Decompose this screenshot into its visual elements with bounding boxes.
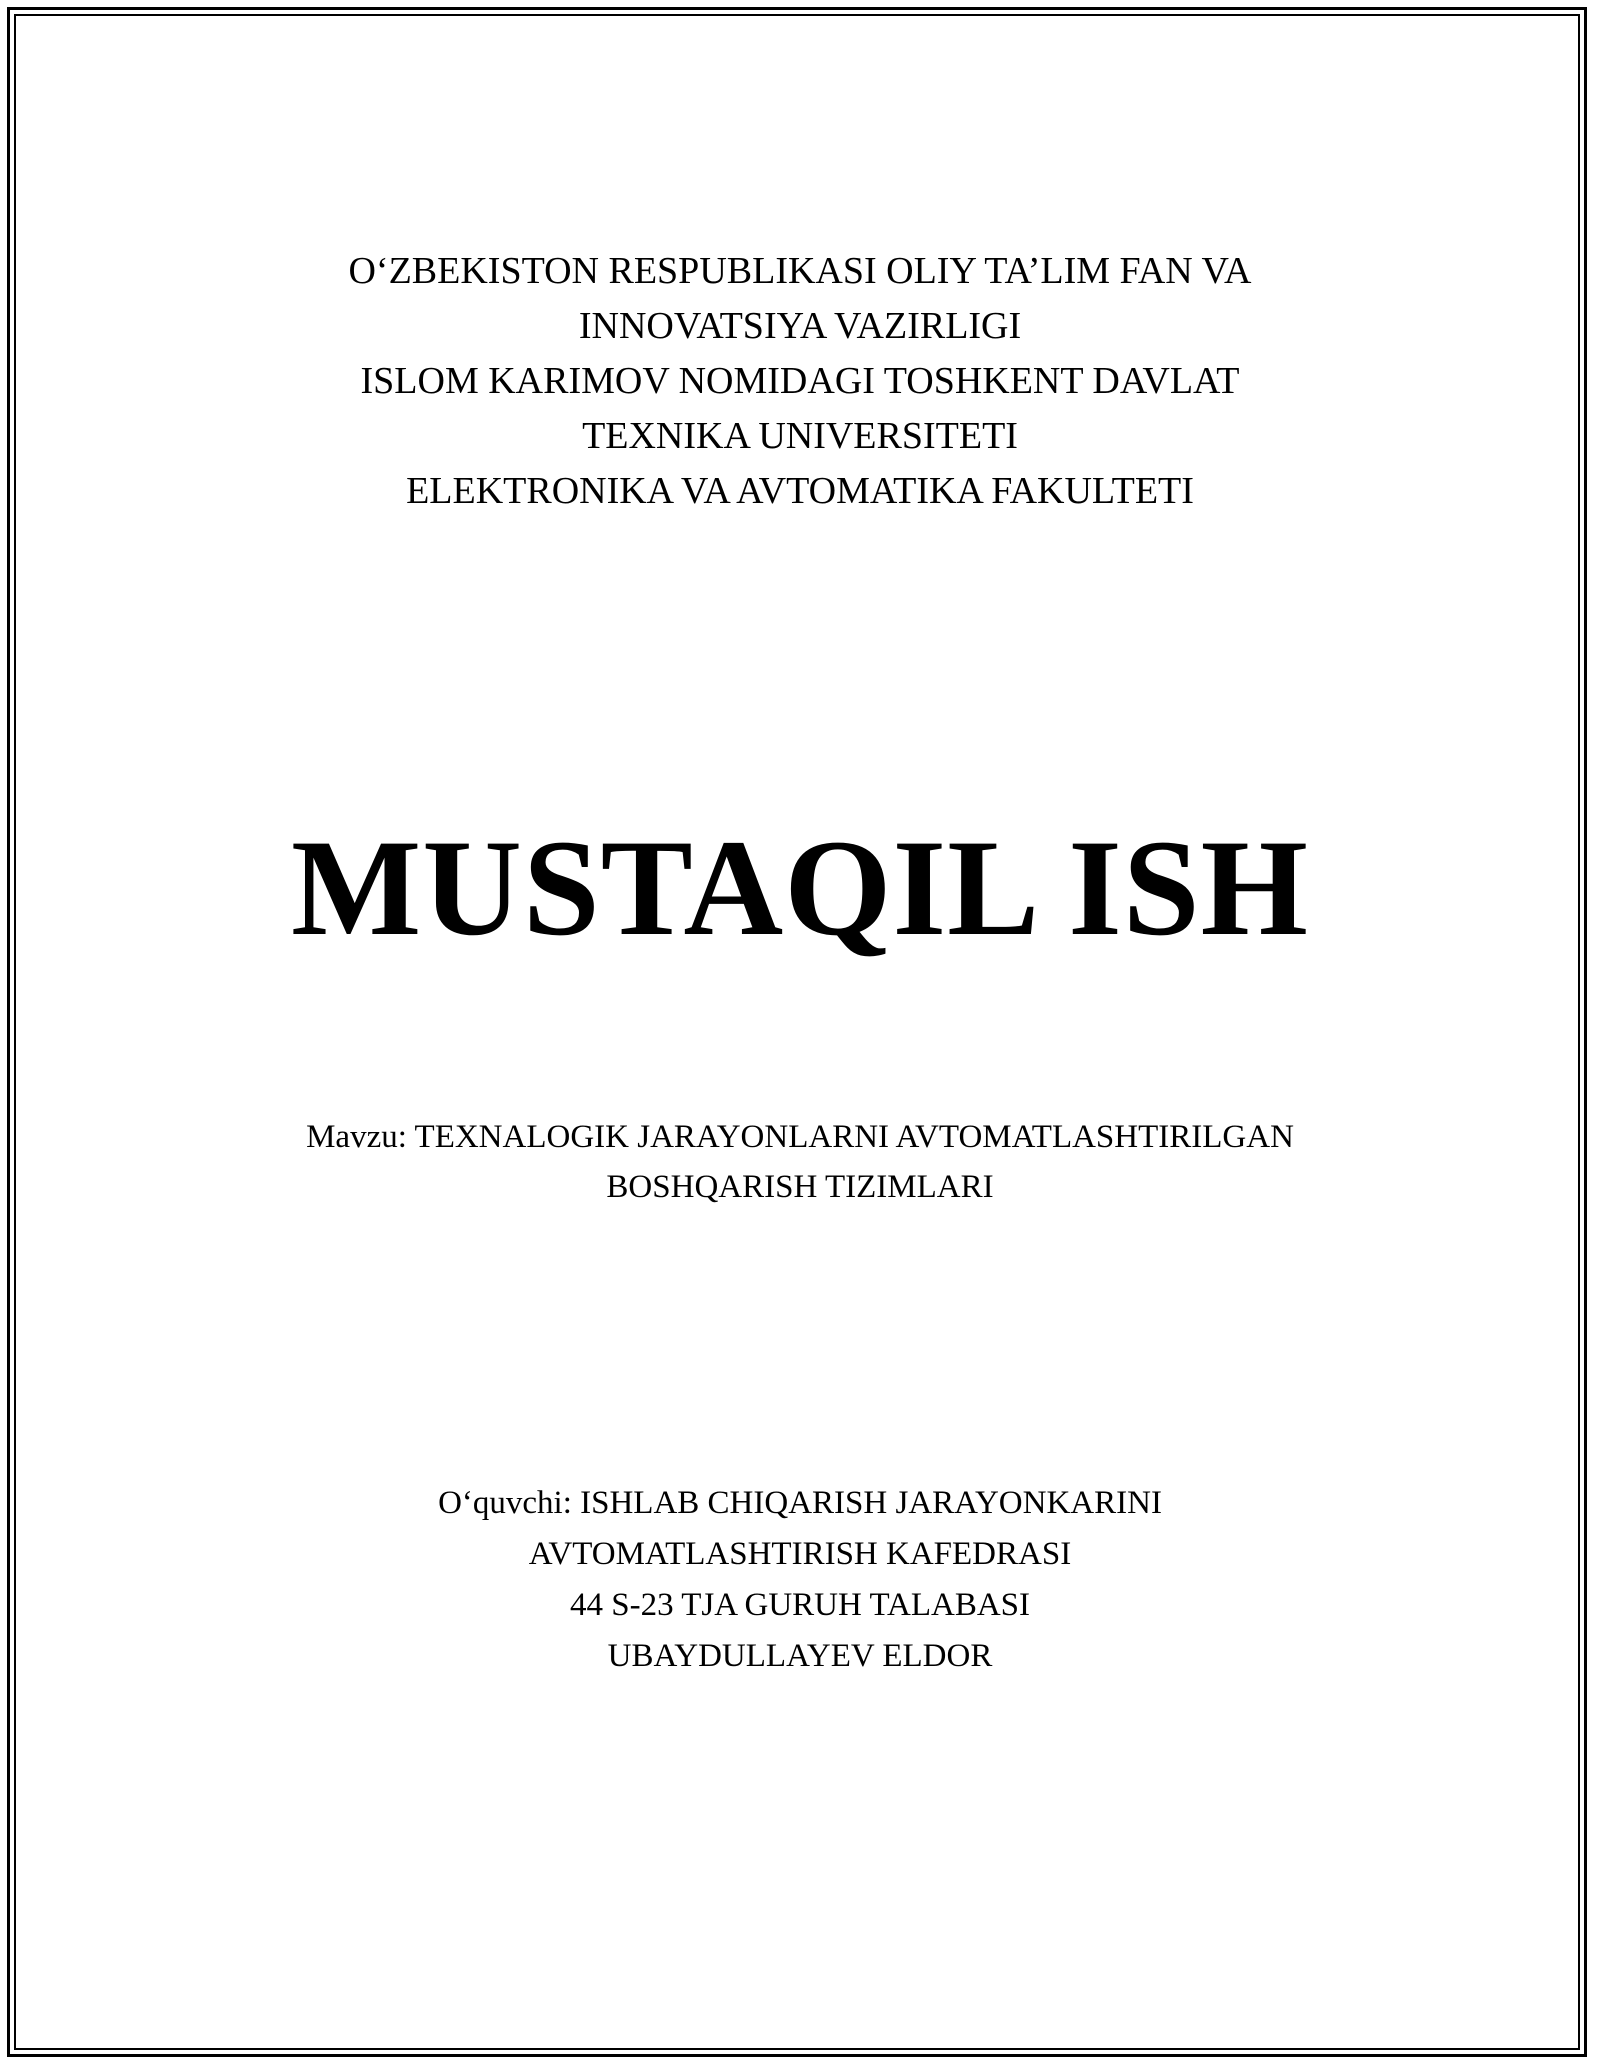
institution-header: [0, 244, 1600, 519]
topic-line-1: Mavzu: TEXNALOGIK JARAYONLARNI AVTOMATLASHTIRILGAN: [306, 1119, 1294, 1155]
header-line-university-1: ISLOM KARIMOV NOMIDAGI TOSHKENT DAVLAT: [360, 360, 1240, 402]
student-line-name: UBAYDULLAYEV ELDOR: [607, 1638, 993, 1674]
student-line-group: 44 S-23 TJA GURUH TALABASI: [569, 1587, 1031, 1623]
header-line-faculty: ELEKTRONIKA VA AVTOMATIKA FAKULTETI: [406, 470, 1194, 512]
header-line-ministry-1: O‘ZBEKISTON RESPUBLIKASI OLIY TA’LIM FAN VA: [348, 250, 1252, 292]
student-line-department-2: AVTOMATLASHTIRISH KAFEDRASI: [528, 1536, 1072, 1572]
student-section: [0, 1478, 1600, 1682]
title-text: MUSTAQIL ISH: [291, 811, 1309, 964]
header-line-ministry-2: INNOVATSIYA VAZIRLIGI: [578, 305, 1022, 347]
header-line-university-2: TEXNIKA UNIVERSITETI: [582, 415, 1018, 457]
topic-section: [0, 1112, 1600, 1212]
document-title: [0, 808, 1600, 968]
student-line-department-1: O‘quvchi: ISHLAB CHIQARISH JARAYONKARINI: [438, 1485, 1162, 1521]
topic-line-2: BOSHQARISH TIZIMLARI: [606, 1169, 994, 1205]
